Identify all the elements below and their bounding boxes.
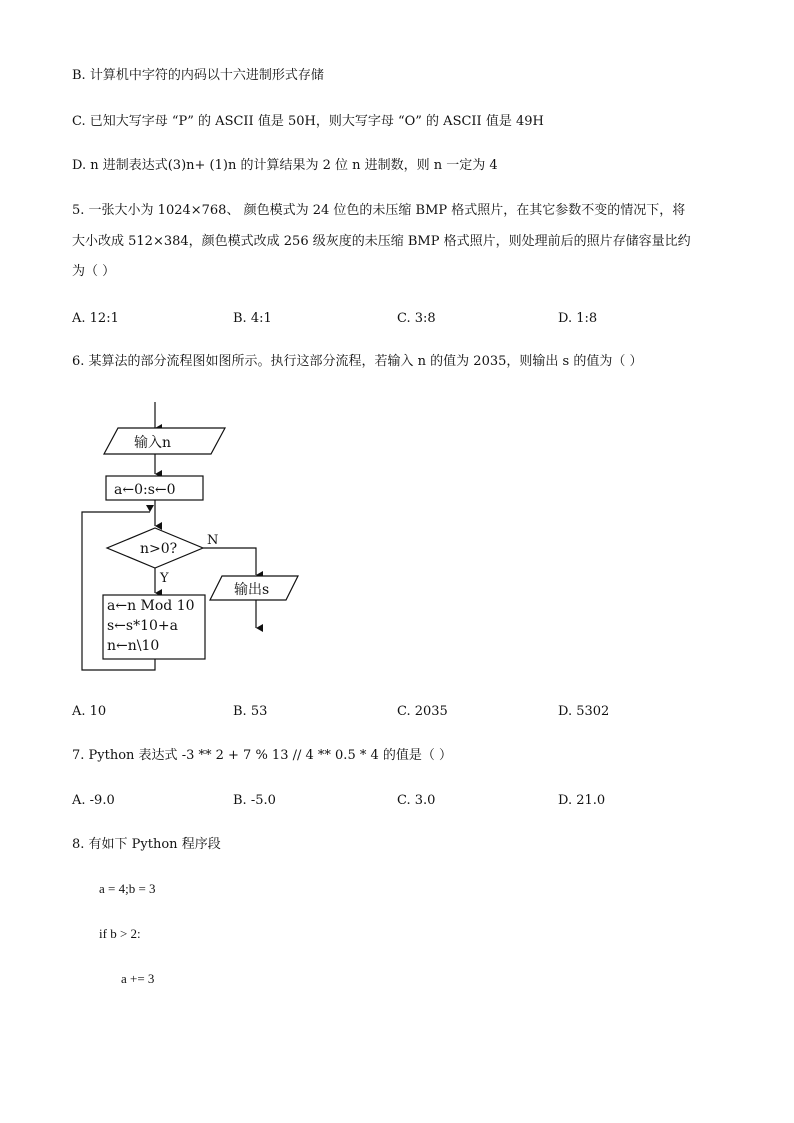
q7-option-a: A. -9.0: [72, 793, 115, 808]
body-line-3: n←n\10: [107, 638, 160, 654]
question-5-line-2: 大小改成 512×384，颜色模式改成 256 级灰度的未压缩 BMP 格式照片，则处理前后的照片存储容量比约: [72, 234, 691, 249]
question-6: 6. 某算法的部分流程图如图所示。执行这部分流程，若输入 n 的值为 2035，则输出 s 的值为（ ）: [72, 354, 643, 369]
question-5-line-3: 为（ ）: [72, 264, 116, 279]
question-8: 8. 有如下 Python 程序段: [72, 837, 221, 852]
q6-option-a: A. 10: [72, 704, 107, 719]
code-line-1: a = 4;b = 3: [99, 881, 156, 896]
code-line-2: if b > 2:: [99, 926, 141, 941]
question-7: 7. Python 表达式 -3 ** 2 + 7 % 13 // 4 ** 0.5 * 4 的值是（ ）: [72, 748, 453, 763]
flowchart: [0, 390, 794, 710]
q6-option-c: C. 2035: [397, 704, 448, 719]
init-label: a←0:s←0: [114, 482, 176, 498]
question-5-line-1: 5. 一张大小为 1024×768、 颜色模式为 24 位色的未压缩 BMP 格式照片，在其它参数不变的情况下，将: [72, 203, 686, 218]
option-c-line: C. 已知大写字母 “P” 的 ASCII 值是 50H，则大写字母 “O” 的 ASCII 值是 49H: [72, 114, 544, 129]
q5-option-c: C. 3:8: [397, 311, 436, 326]
body-line-1: a←n Mod 10: [107, 598, 195, 614]
q6-option-b: B. 53: [233, 704, 268, 719]
no-branch-arrow: [203, 548, 256, 575]
q5-option-b: B. 4:1: [233, 311, 272, 326]
option-b-line: B. 计算机中字符的内码以十六进制形式存储: [72, 68, 324, 83]
input-label: 输入n: [134, 435, 172, 451]
option-d-line: D. n 进制表达式(3)n+ (1)n 的计算结果为 2 位 n 进制数，则 n 一定为 4: [72, 158, 498, 173]
q6-option-d: D. 5302: [558, 704, 610, 719]
code-line-3: a += 3: [121, 971, 155, 986]
no-label: N: [207, 533, 219, 548]
body-line-2: s←s*10+a: [107, 618, 178, 634]
q7-option-b: B. -5.0: [233, 793, 276, 808]
q7-option-c: C. 3.0: [397, 793, 436, 808]
yes-label: Y: [160, 571, 169, 586]
q5-option-d: D. 1:8: [558, 311, 598, 326]
condition-label: n>0?: [140, 541, 178, 557]
output-label: 输出s: [234, 582, 270, 598]
q7-option-d: D. 21.0: [558, 793, 606, 808]
q5-option-a: A. 12:1: [72, 311, 119, 326]
